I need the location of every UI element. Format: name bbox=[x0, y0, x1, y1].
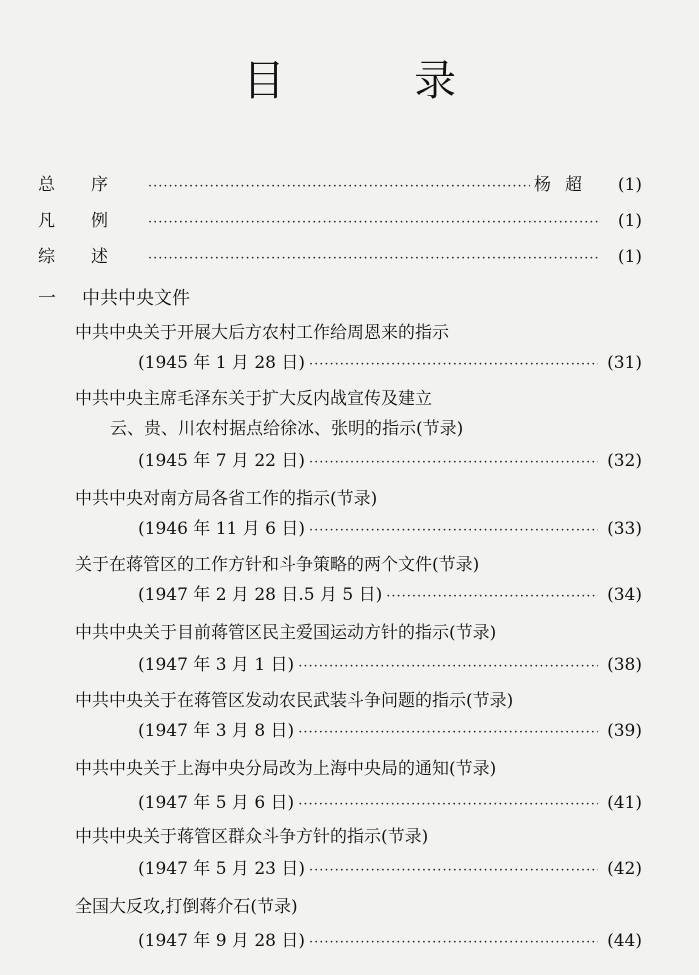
leader-dots bbox=[148, 179, 530, 194]
toc-page-number: (1) bbox=[617, 211, 642, 231]
toc-label: 综述 bbox=[38, 247, 144, 267]
toc-author: 杨超 bbox=[534, 175, 596, 195]
toc-entry-date-row[interactable] bbox=[138, 716, 642, 741]
leader-dots bbox=[148, 251, 598, 266]
toc-page-number: (1) bbox=[617, 247, 642, 267]
toc-page-number: (44) bbox=[607, 931, 642, 951]
toc-entry-title[interactable]: 中共中央主席毛泽东关于扩大反内战宣传及建立 bbox=[75, 389, 432, 409]
toc-page-number: (33) bbox=[607, 519, 642, 539]
toc-entry-date-row[interactable] bbox=[138, 788, 642, 813]
page-title: 目 录 bbox=[242, 56, 515, 105]
toc-entry-title[interactable]: 中共中央关于开展大后方农村工作给周恩来的指示 bbox=[75, 323, 449, 343]
leader-dots bbox=[309, 863, 598, 878]
leader-dots bbox=[309, 523, 598, 538]
toc-page-number: (38) bbox=[607, 655, 642, 675]
toc-entry-title[interactable]: 中共中央对南方局各省工作的指示(节录) bbox=[75, 489, 378, 509]
toc-entry-date-row[interactable] bbox=[138, 446, 642, 471]
toc-page-number: (42) bbox=[607, 859, 642, 879]
leader-dots bbox=[309, 935, 598, 950]
toc-entry-date: (1947 年 9 月 28 日) bbox=[138, 931, 305, 951]
toc-entry-date: (1947 年 5 月 6 日) bbox=[138, 793, 295, 813]
section-number: 一 bbox=[38, 288, 56, 309]
toc-entry-title[interactable]: 中共中央关于目前蒋管区民主爱国运动方针的指示(节录) bbox=[75, 623, 497, 643]
toc-entry-title[interactable]: 关于在蒋管区的工作方针和斗争策略的两个文件(节录) bbox=[75, 555, 480, 575]
leader-dots bbox=[298, 659, 598, 674]
toc-page-number: (34) bbox=[607, 585, 642, 605]
section-heading bbox=[38, 284, 190, 310]
leader-dots bbox=[298, 797, 598, 812]
toc-entry-title[interactable]: 中共中央关于上海中央分局改为上海中央局的通知(节录) bbox=[75, 759, 497, 779]
toc-entry-date: (1945 年 1 月 28 日) bbox=[138, 353, 305, 373]
leader-dots bbox=[298, 725, 598, 740]
toc-entry-date: (1947 年 3 月 8 日) bbox=[138, 721, 295, 741]
toc-page-number: (32) bbox=[607, 451, 642, 471]
toc-row-notes[interactable] bbox=[38, 206, 642, 231]
toc-entry-date: (1946 年 11 月 6 日) bbox=[138, 519, 305, 539]
toc-page-number: (31) bbox=[607, 353, 642, 373]
toc-entry-title-continued[interactable]: 云、贵、川农村据点给徐冰、张明的指示(节录) bbox=[110, 419, 464, 439]
toc-entry-date-row[interactable] bbox=[138, 348, 642, 373]
toc-page-number: (1) bbox=[617, 175, 642, 195]
toc-row-overview[interactable] bbox=[38, 242, 642, 267]
toc-page-number: (39) bbox=[607, 721, 642, 741]
toc-entry-date-row[interactable] bbox=[138, 926, 642, 951]
leader-dots bbox=[309, 357, 598, 372]
toc-entry-date-row[interactable] bbox=[138, 514, 642, 539]
toc-entry-date: (1947 年 5 月 23 日) bbox=[138, 859, 305, 879]
toc-label: 凡例 bbox=[38, 211, 144, 231]
toc-entry-date: (1945 年 7 月 22 日) bbox=[138, 451, 305, 471]
toc-entry-date-row[interactable] bbox=[138, 854, 642, 879]
leader-dots bbox=[386, 589, 598, 604]
toc-entry-title[interactable]: 全国大反攻,打倒蒋介石(节录) bbox=[75, 897, 298, 917]
toc-entry-title[interactable]: 中共中央关于在蒋管区发动农民武装斗争问题的指示(节录) bbox=[75, 691, 514, 711]
section-title: 中共中央文件 bbox=[82, 288, 190, 309]
toc-row-preface[interactable] bbox=[38, 170, 642, 195]
toc-entry-date-row[interactable] bbox=[138, 580, 642, 605]
leader-dots bbox=[148, 215, 598, 230]
toc-entry-date: (1947 年 3 月 1 日) bbox=[138, 655, 295, 675]
toc-entry-date: (1947 年 2 月 28 日.5 月 5 日) bbox=[138, 585, 383, 605]
toc-page-number: (41) bbox=[607, 793, 642, 813]
toc-entry-title[interactable]: 中共中央关于蒋管区群众斗争方针的指示(节录) bbox=[75, 827, 429, 847]
leader-dots bbox=[309, 455, 598, 470]
toc-label: 总序 bbox=[38, 175, 144, 195]
toc-entry-date-row[interactable] bbox=[138, 650, 642, 675]
